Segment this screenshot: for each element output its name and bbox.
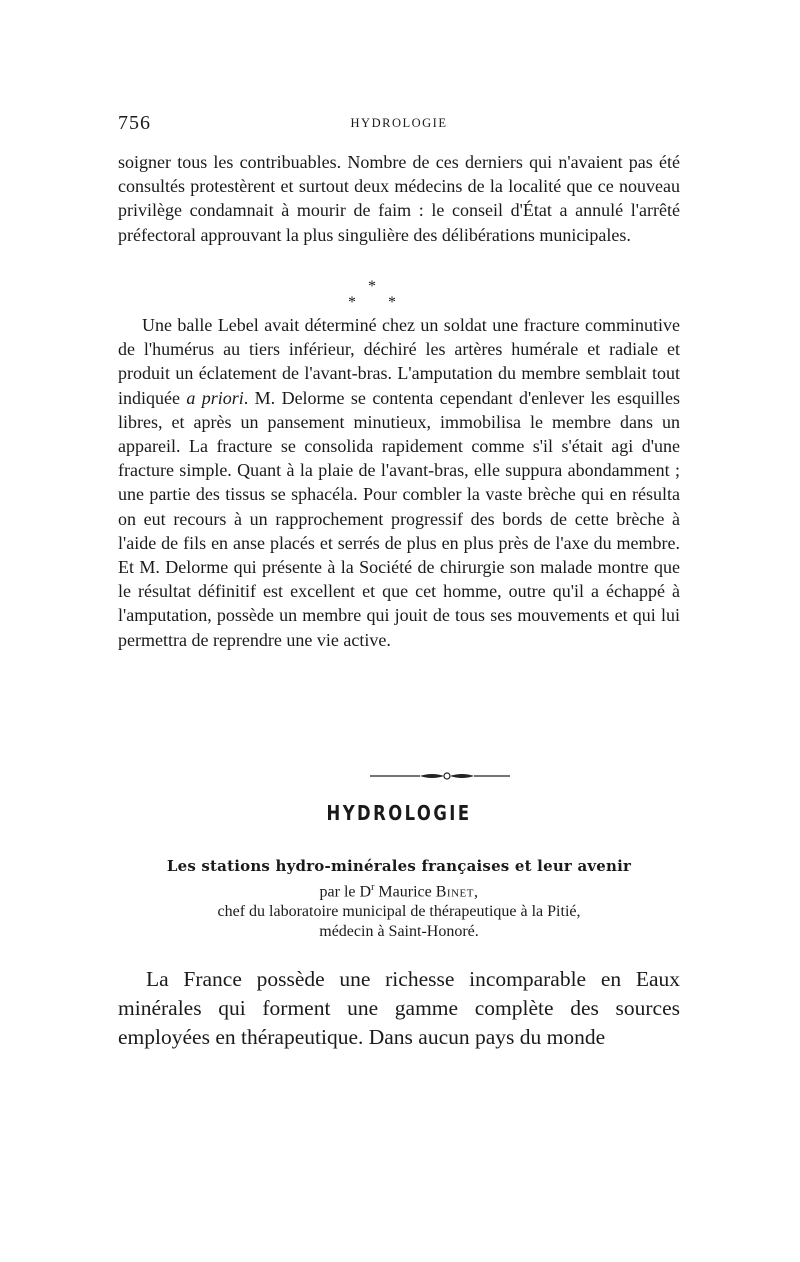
affiliation-line: médecin à Saint-Honoré. xyxy=(319,923,479,941)
article-title: Les stations hydro-minérales françaises et leur avenir xyxy=(166,857,632,875)
byline-prefix: par le D xyxy=(319,883,372,901)
italic-phrase: a priori xyxy=(186,387,244,408)
paragraph-lebel xyxy=(118,313,680,652)
affiliation-line: chef du laboratoire municipal de thérapeutique à la Pitié, xyxy=(217,903,581,921)
asterism-divider xyxy=(340,279,420,313)
author-first-name: Maurice xyxy=(378,883,432,901)
paragraph-text-part: . M. Delorme se contenta cependant d'enlever les esquilles libres, et après un pansement minutieux, immobilisa le membre dans un appareil. La fracture se consolida rapidement comme s'il s'était agi d'une fracture simple. Quant à la plaie de l'avant-bras, elle suppura abondamment ; une partie des tissus se sphacéla. Pour combler la vaste brèche qui en résulta on eut recours à un rapprochement progressif des bords de cette brèche à l'aide de fils en anse placés et serrés de plus en plus près de l'axe du membre. Et M. Delorme qui présente à la Société de chirurgie son malade montre que le résultat définitif est excellent et que cet homme, outre qu'il a échappé à l'amputation, possède un membre qui jouit de tous ses mouvements et qui lui permettra de reprendre une vie active. xyxy=(118,387,680,650)
running-head: HYDROLOGIE xyxy=(350,116,448,130)
page-number: 756 xyxy=(118,112,151,134)
paragraph-text-part: Une balle Lebel avait déterminé chez un soldat une fracture comminutive de l'humérus au tiers inférieur, déchiré les artères humérale et radiale et produit un éclatement de l'avant-bras. L'amputation du membre semblait tout indiquée xyxy=(118,315,680,408)
paragraph-text: La France possède une richesse incomparable en Eaux minérales qui forment une gamme complète des sources employées en thérapeutique. Dans aucun pays du monde xyxy=(118,967,680,1049)
ornamental-rule xyxy=(370,770,510,782)
article-opening-paragraph xyxy=(118,965,680,1052)
paragraph-text xyxy=(118,313,680,652)
asterism-star: * xyxy=(388,294,396,311)
page-header xyxy=(118,112,680,134)
asterism-star: * xyxy=(348,294,356,311)
article-byline xyxy=(118,878,680,942)
paragraph-text: soigner tous les contribuables. Nombre de ces derniers qui n'avaient pas été consultés protestèrent et surtout deux médecins de la localité que ce nouveau privilège condamnait à mourir de faim : le conseil d'État a annulé l'arrêté préfectoral approuvant la plus singulière des délibérations municipales. xyxy=(118,152,680,245)
byline-title-sup: r xyxy=(371,882,375,893)
paragraph-continued xyxy=(118,150,680,247)
author-last-name: Binet, xyxy=(435,883,479,901)
author-line xyxy=(118,878,680,902)
asterism-star: * xyxy=(368,278,376,295)
section-title: HYDROLOGIE xyxy=(326,801,472,825)
